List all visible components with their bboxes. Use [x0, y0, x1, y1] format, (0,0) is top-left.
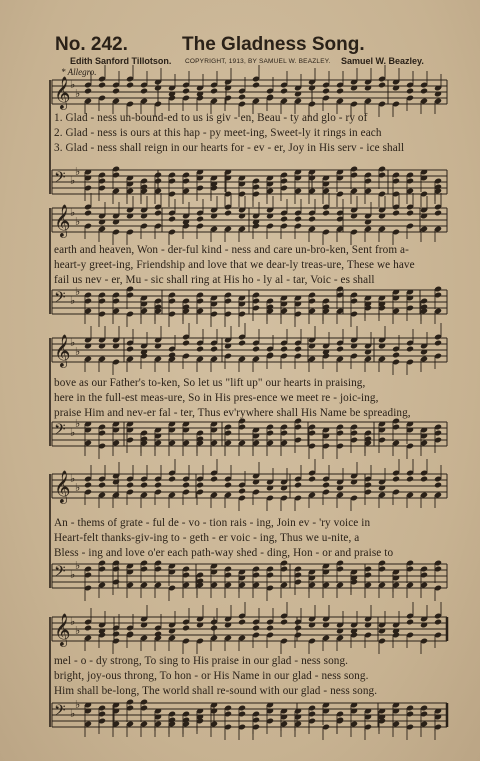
note-head	[182, 88, 190, 95]
note-head	[266, 625, 274, 632]
note-head	[420, 476, 428, 483]
note-head	[196, 482, 204, 489]
note-head	[294, 625, 302, 632]
note-head	[224, 210, 232, 217]
composer-credit: Samuel W. Beazley.	[341, 56, 424, 66]
lyric-line: praise Him and nev-er fal - ter, Thus ev'rywhere shall His Name be spreading,	[54, 407, 411, 419]
note-head	[252, 346, 260, 353]
note-head	[280, 88, 288, 95]
flat-sign-icon: ♭	[70, 207, 76, 219]
flat-sign-icon: ♭	[70, 427, 76, 439]
note-head	[238, 94, 246, 101]
note-head	[168, 216, 176, 223]
treble-clef-icon: 𝄞	[54, 76, 71, 109]
lyric-line: 2. Glad - ness is ours at this hap - py meet-ing, Sweet-ly it rings in each	[54, 127, 382, 139]
note-head	[434, 210, 442, 217]
lyric-line: Him shall be-long, The world shall re-sound with our glad - ness song.	[54, 685, 378, 697]
treble-clef-icon: 𝄞	[54, 470, 71, 503]
note-head	[280, 216, 288, 223]
bass-clef-icon: 𝄢	[54, 563, 66, 584]
treble-clef-icon: 𝄞	[54, 334, 71, 367]
note-head	[294, 482, 302, 489]
note-head	[336, 88, 344, 95]
note-head	[126, 482, 134, 489]
flat-sign-icon: ♭	[70, 708, 76, 720]
note-head	[406, 210, 414, 217]
note-head	[238, 488, 246, 495]
note-head	[140, 482, 148, 489]
note-head	[434, 619, 442, 626]
flat-sign-icon: ♭	[70, 616, 76, 628]
note-head	[210, 625, 218, 632]
hymn-title: The Gladness Song.	[182, 34, 365, 55]
note-head	[224, 482, 232, 489]
note-head	[308, 476, 316, 483]
bass-clef-icon: 𝄢	[54, 289, 66, 310]
treble-clef-icon: 𝄞	[54, 613, 71, 646]
note-head	[112, 631, 120, 638]
lyric-line: fail us nev - er, Mu - sic shall ring at His ho - ly al - tar, Voic - es shall	[54, 274, 375, 286]
note-head	[238, 619, 246, 626]
note-head	[392, 476, 400, 483]
note-head	[378, 82, 386, 89]
note-head	[126, 346, 134, 353]
note-head	[294, 216, 302, 223]
note-head	[126, 82, 134, 89]
note-head	[196, 216, 204, 223]
bass-clef-icon: 𝄢	[54, 702, 66, 723]
flat-sign-icon: ♭	[75, 286, 81, 298]
note-head	[406, 476, 414, 483]
lyric-line: here in the full-est meas-ure, So in His pres-ence we meet re - joic-ing,	[54, 392, 379, 404]
note-head	[154, 210, 162, 217]
lyric-line: bright, joy-ous throng, To hon - or His Name in our glad - ness song.	[54, 670, 369, 682]
flat-sign-icon: ♭	[75, 699, 81, 711]
lyric-line: mel - o - dy strong, To sing to His praise in our glad - ness song.	[54, 655, 349, 667]
note-head	[210, 346, 218, 353]
flat-sign-icon: ♭	[75, 216, 81, 228]
note-head	[280, 346, 288, 353]
note-head	[322, 482, 330, 489]
note-head	[168, 476, 176, 483]
lyric-line: 1. Glad - ness un-bound-ed to us is giv - en, Beau - ty and glo - ry of	[54, 112, 368, 124]
bass-clef-icon: 𝄢	[54, 169, 66, 190]
note-head	[84, 625, 92, 632]
note-head	[210, 476, 218, 483]
flat-sign-icon: ♭	[70, 337, 76, 349]
lyric-line: heart-y greet-ing, Friendship and love that we dear-ly treas-ure, These we have	[54, 259, 415, 271]
note-head	[98, 482, 106, 489]
treble-clef-icon: 𝄞	[54, 204, 71, 237]
tempo-marking: * Allegro.	[61, 67, 97, 77]
note-head	[210, 88, 218, 95]
note-head	[140, 88, 148, 95]
note-head	[252, 625, 260, 632]
note-head	[392, 210, 400, 217]
note-head	[420, 88, 428, 95]
note-head	[154, 482, 162, 489]
bass-clef-icon: 𝄢	[54, 421, 66, 442]
flat-sign-icon: ♭	[75, 166, 81, 178]
note-head	[406, 346, 414, 353]
hymn-number: No. 242.	[55, 34, 128, 55]
note-head	[196, 346, 204, 353]
flat-sign-icon: ♭	[70, 569, 76, 581]
note-head	[406, 619, 414, 626]
flat-sign-icon: ♭	[70, 295, 76, 307]
note-head	[280, 619, 288, 626]
note-head	[406, 88, 414, 95]
note-head	[294, 346, 302, 353]
note-head	[434, 482, 442, 489]
note-head	[84, 210, 92, 217]
lyric-line: Bless - ing and love o'er each path-way shed - ding, Hon - or and praise to	[54, 547, 394, 559]
lyric-line: bove as our Father's to-ken, So let us "lift up" our hearts in praising,	[54, 377, 366, 389]
note-head	[84, 88, 92, 95]
lyric-line: Heart-felt thanks-giv-ing to - geth - er voic - ing, Thus we u-nite, a	[54, 532, 360, 544]
lyric-line: earth and heaven, Won - der-ful kind - ness and care un-bro-ken, Sent from a-	[54, 244, 409, 256]
flat-sign-icon: ♭	[75, 560, 81, 572]
note-head	[98, 82, 106, 89]
note-head	[308, 216, 316, 223]
flat-sign-icon: ♭	[75, 418, 81, 430]
flat-sign-icon: ♭	[75, 625, 81, 637]
flat-sign-icon: ♭	[70, 473, 76, 485]
note-head	[182, 625, 190, 632]
note-head	[112, 88, 120, 95]
note-head	[182, 340, 190, 347]
note-head	[322, 88, 330, 95]
note-head	[252, 82, 260, 89]
note-head	[84, 482, 92, 489]
flat-sign-icon: ♭	[70, 175, 76, 187]
note-head	[182, 482, 190, 489]
flat-sign-icon: ♭	[70, 79, 76, 91]
note-head	[434, 340, 442, 347]
note-head	[336, 346, 344, 353]
copyright-notice: COPYRIGHT, 1913, BY SAMUEL W. BEAZLEY.	[185, 58, 331, 65]
note-head	[392, 352, 400, 359]
note-head	[238, 340, 246, 347]
flat-sign-icon: ♭	[75, 482, 81, 494]
author-credit: Edith Sanford Tillotson.	[70, 56, 172, 66]
note-head	[322, 210, 330, 217]
lyric-line: An - thems of grate - ful de - vo - tion rais - ing, Join ev - 'ry voice in	[54, 517, 371, 529]
flat-sign-icon: ♭	[75, 346, 81, 358]
flat-sign-icon: ♭	[75, 88, 81, 100]
lyric-line: 3. Glad - ness shall reign in our hearts for - ev - er, Joy in His serv - ice shall	[54, 142, 405, 154]
